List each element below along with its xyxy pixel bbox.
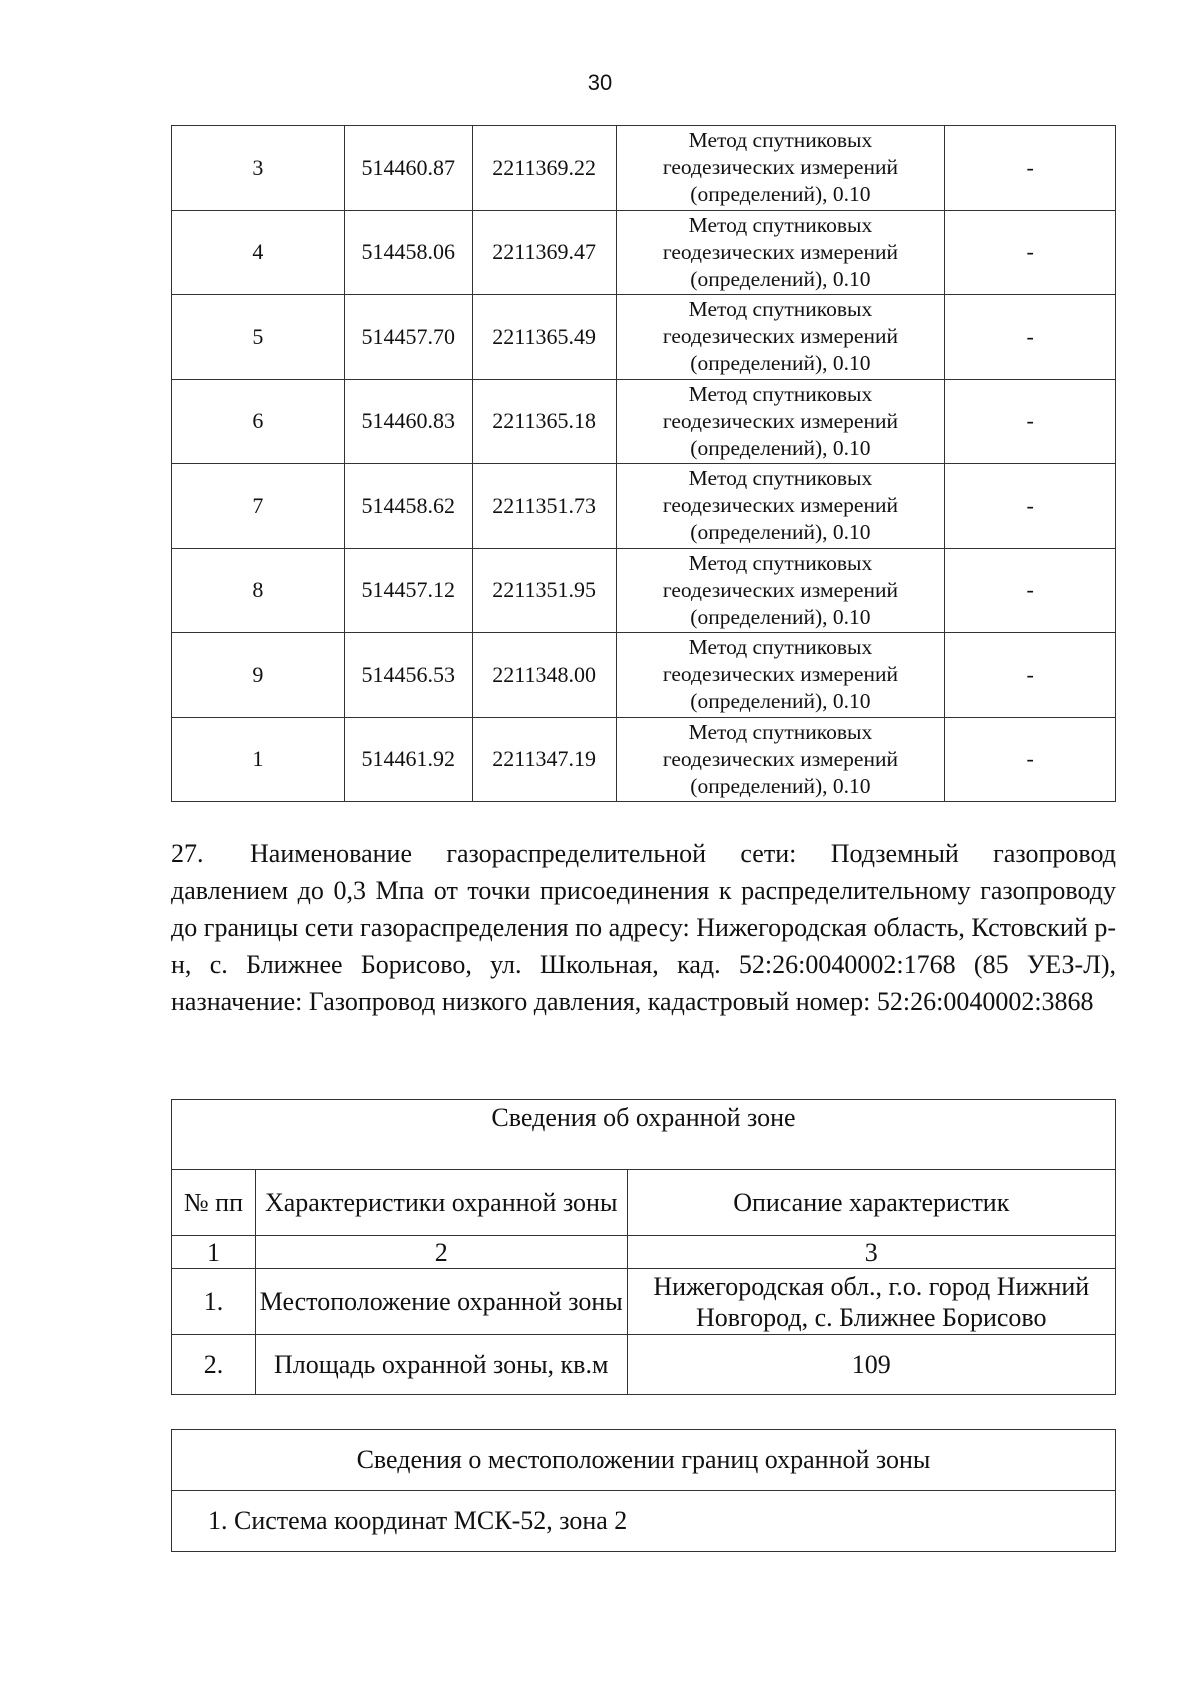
table-row [172,464,1116,549]
table-row [172,210,1116,295]
method-line: (определений), 0.10 [690,266,871,291]
x-coordinate: 514461.92 [344,717,472,802]
method-line: (определений), 0.10 [690,773,871,798]
coordinates-table [171,125,1116,802]
header-characteristic: Характеристики охранной зоны [255,1170,627,1236]
note: - [945,295,1116,380]
method [616,126,945,211]
point-number: 7 [172,464,345,549]
note: - [945,464,1116,549]
y-coordinate: 2211365.49 [472,295,616,380]
y-coordinate: 2211369.22 [472,126,616,211]
method [616,464,945,549]
method-line: (определений), 0.10 [690,182,871,207]
row-characteristic: Площадь охранной зоны, кв.м [255,1335,627,1395]
header-num: № пп [172,1170,256,1236]
method-line: геодезических измерений [662,155,898,180]
method [616,379,945,464]
y-coordinate: 2211365.18 [472,379,616,464]
method-line: Метод спутниковых [688,297,873,322]
method-line: (определений), 0.10 [690,435,871,460]
x-coordinate: 514458.06 [344,210,472,295]
x-coordinate: 514460.83 [344,379,472,464]
y-coordinate: 2211351.95 [472,548,616,633]
method-line: (определений), 0.10 [690,351,871,376]
method-line: геодезических измерений [662,662,898,687]
page-number: 30 [587,70,613,95]
point-number: 8 [172,548,345,633]
y-coordinate: 2211369.47 [472,210,616,295]
y-coordinate: 2211348.00 [472,633,616,718]
point-number: 4 [172,210,345,295]
table-row [172,379,1116,464]
method-line: геодезических измерений [662,408,898,433]
row-description: Нижегородская обл., г.о. город Нижний Новгород, с. Ближнее Борисово [627,1269,1115,1335]
table-row [172,633,1116,718]
point-number: 1 [172,717,345,802]
method [616,633,945,718]
method [616,295,945,380]
zone-table-title: Сведения об охранной зоне [172,1100,1116,1170]
x-coordinate: 514457.70 [344,295,472,380]
coordinate-system: 1. Система координат МСК-52, зона 2 [172,1491,1116,1552]
method-line: Метод спутниковых [688,212,873,237]
method-line: геодезических измерений [662,239,898,264]
note: - [945,548,1116,633]
point-number: 6 [172,379,345,464]
method-line: Метод спутниковых [688,466,873,491]
method [616,717,945,802]
x-coordinate: 514460.87 [344,126,472,211]
protection-zone-table [171,1099,1116,1395]
section-number: 27. [171,839,204,868]
method-line: Метод спутниковых [688,550,873,575]
x-coordinate: 514456.53 [344,633,472,718]
boundary-location-table [171,1429,1116,1552]
y-coordinate: 2211347.19 [472,717,616,802]
header-description: Описание характеристик [627,1170,1115,1236]
section-text: Наименование газораспределительной сети: Подземный газопровод давлением до 0,3 Мпа от точки присоединения к распределительному газопроводу до границы сети газораспределения по адресу: Нижегородская область, Кстовский р-н, с. Ближнее Борисово, ул. Школьная, кад. 52:26:0040002:1768 (85 УЕЗ-Л), назначение: Газопровод низкого давления, кадастровый номер: 52:26:0040002:3868 [171,839,1116,1016]
method [616,210,945,295]
method-line: геодезических измерений [662,746,898,771]
method-line: Метод спутниковых [688,719,873,744]
method-line: (определений), 0.10 [690,689,871,714]
method-line: геодезических измерений [662,324,898,349]
x-coordinate: 514457.12 [344,548,472,633]
method-line: (определений), 0.10 [690,604,871,629]
table-row [172,295,1116,380]
note: - [945,379,1116,464]
point-number: 3 [172,126,345,211]
table-row [172,126,1116,211]
point-number: 5 [172,295,345,380]
note: - [945,126,1116,211]
section-paragraph [171,835,1116,1020]
location-table-title: Сведения о местоположении границ охранной зоны [172,1430,1116,1491]
row-description: 109 [627,1335,1115,1395]
method-line: Метод спутниковых [688,381,873,406]
method-line: Метод спутниковых [688,128,873,153]
x-coordinate: 514458.62 [344,464,472,549]
row-characteristic: Местоположение охранной зоны [255,1269,627,1335]
column-number: 3 [627,1236,1115,1269]
note: - [945,210,1116,295]
row-number: 1. [172,1269,256,1335]
method [616,548,945,633]
note: - [945,633,1116,718]
y-coordinate: 2211351.73 [472,464,616,549]
method-line: геодезических измерений [662,577,898,602]
note: - [945,717,1116,802]
method-line: Метод спутниковых [688,635,873,660]
column-number: 2 [255,1236,627,1269]
point-number: 9 [172,633,345,718]
method-line: (определений), 0.10 [690,520,871,545]
row-number: 2. [172,1335,256,1395]
method-line: геодезических измерений [662,493,898,518]
table-row [172,548,1116,633]
column-number: 1 [172,1236,256,1269]
table-row [172,717,1116,802]
